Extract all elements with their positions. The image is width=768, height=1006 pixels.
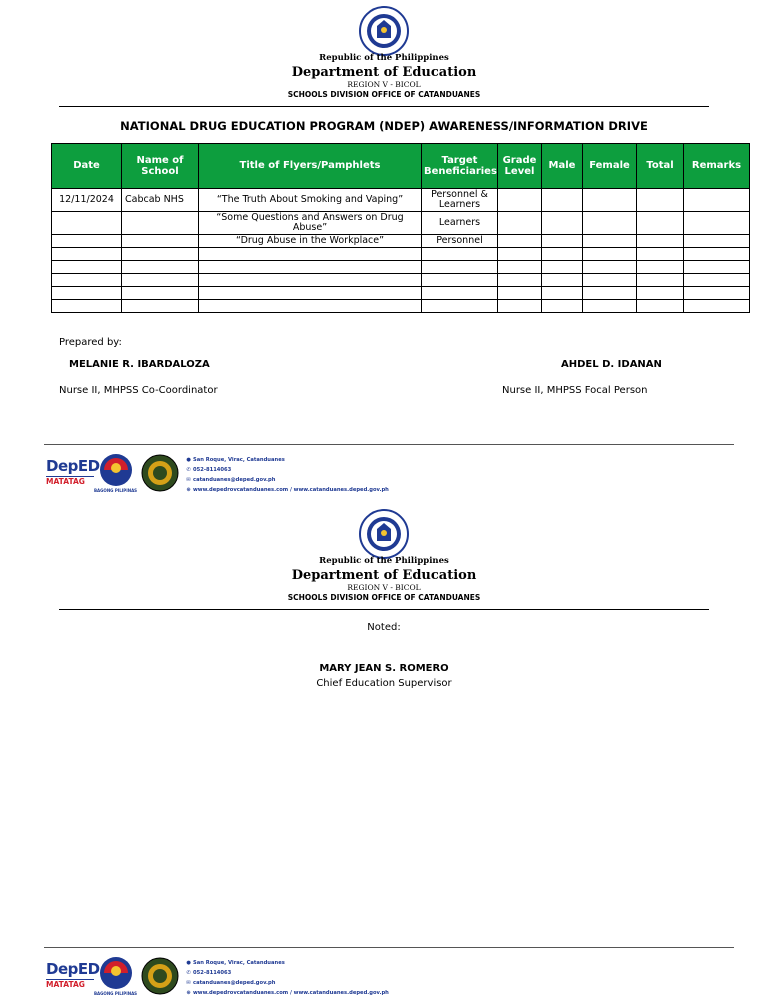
contact-info: ● San Roque, Virac, Catanduanes ✆ 052-8114063 ✉ catanduanes@deped.gov.ph ⊕ www.depedrovcatanduanes.com / www.catanduanes.deped.gov.ph: [184, 958, 389, 998]
footer: [44, 952, 404, 1002]
bagong-pilipinas-text: BAGONG PILIPINAS: [94, 991, 138, 996]
web-link[interactable]: www.depedrovcatanduanes.com / www.catanduanes.deped.gov.ph: [193, 487, 389, 493]
table-row: [52, 287, 750, 300]
table-row: [52, 300, 750, 313]
preparer-right-name: AHDEL D. IDANAN: [561, 359, 662, 370]
document-title: NATIONAL DRUG EDUCATION PROGRAM (NDEP) AWARENESS/INFORMATION DRIVE: [120, 119, 648, 133]
col-header-beneficiaries: Target Beneficiaries: [422, 144, 498, 189]
footer: [44, 449, 404, 499]
ndep-table: [51, 143, 750, 313]
department-line: Department of Education: [291, 65, 477, 80]
globe-icon: ⊕: [186, 990, 191, 996]
table-row: [52, 189, 750, 212]
table-cell: [542, 235, 583, 248]
table-cell: [583, 212, 637, 235]
deped-seal-icon: [359, 509, 409, 559]
col-header-date: Date: [52, 144, 122, 189]
division-seal-icon: [141, 454, 179, 492]
bagong-pilipinas-logo-icon: [98, 955, 134, 991]
header-divider: [59, 106, 709, 107]
office-line: SCHOOLS DIVISION OFFICE OF CATANDUANES: [287, 593, 481, 602]
table-cell: Learners: [422, 212, 498, 235]
deped-seal-icon: [359, 6, 409, 56]
phone-icon: ✆: [186, 970, 191, 976]
table-cell: [122, 235, 199, 248]
table-cell: [583, 235, 637, 248]
table-cell: [637, 212, 684, 235]
table-cell: [52, 212, 122, 235]
table-cell: [684, 235, 750, 248]
table-row: [52, 235, 750, 248]
table-cell: [583, 189, 637, 212]
table-cell: [637, 189, 684, 212]
preparer-left-name: MELANIE R. IBARDALOZA: [69, 359, 210, 370]
table-cell: Personnel: [422, 235, 498, 248]
email-link[interactable]: catanduanes@deped.gov.ph: [193, 980, 276, 986]
bagong-pilipinas-text: BAGONG PILIPINAS: [94, 488, 138, 493]
email-icon: ✉: [186, 980, 191, 986]
col-header-total: Total: [637, 144, 684, 189]
table-header-row: [52, 144, 750, 189]
col-header-male: Male: [542, 144, 583, 189]
globe-icon: ⊕: [186, 487, 191, 493]
table-row: [52, 274, 750, 287]
preparer-left-title: Nurse II, MHPSS Co-Coordinator: [59, 385, 218, 396]
col-header-school: Name of School: [122, 144, 199, 189]
contact-info: ● San Roque, Virac, Catanduanes ✆ 052-8114063 ✉ catanduanes@deped.gov.ph ⊕ www.depedrovcatanduanes.com / www.catanduanes.deped.gov.ph: [184, 455, 389, 495]
region-line: REGION V - BICOL: [347, 80, 421, 89]
table-row: [52, 248, 750, 261]
phone-icon: ✆: [186, 467, 191, 473]
col-header-remarks: Remarks: [684, 144, 750, 189]
email-icon: ✉: [186, 477, 191, 483]
table-cell: 12/11/2024: [52, 189, 122, 212]
table-cell: Personnel & Learners: [422, 189, 498, 212]
table-cell: [498, 235, 542, 248]
table-cell: [122, 212, 199, 235]
web-link[interactable]: www.depedrovcatanduanes.com / www.catanduanes.deped.gov.ph: [193, 990, 389, 996]
location-pin-icon: ●: [186, 457, 191, 463]
footer-divider: [44, 444, 734, 445]
bagong-pilipinas-logo-icon: [98, 452, 134, 488]
table-cell: Cabcab NHS: [122, 189, 199, 212]
location-pin-icon: ●: [186, 960, 191, 966]
col-header-female: Female: [583, 144, 637, 189]
republic-line: Republic of the Philippines: [319, 53, 449, 63]
table-cell: [637, 235, 684, 248]
noted-title: Chief Education Supervisor: [316, 678, 452, 689]
table-cell: “Drug Abuse in the Workplace”: [199, 235, 422, 248]
table-row: [52, 212, 750, 235]
footer-divider: [44, 947, 734, 948]
table-cell: [684, 189, 750, 212]
noted-label: Noted:: [367, 622, 401, 633]
noted-name: MARY JEAN S. ROMERO: [319, 663, 449, 674]
email-link[interactable]: catanduanes@deped.gov.ph: [193, 477, 276, 483]
table-cell: [684, 212, 750, 235]
table-cell: [542, 212, 583, 235]
deped-matatag-logo: DepED MATATAG: [46, 457, 100, 486]
col-header-grade: Grade Level: [498, 144, 542, 189]
table-cell: “The Truth About Smoking and Vaping”: [199, 189, 422, 212]
table-cell: “Some Questions and Answers on Drug Abuse”: [199, 212, 422, 235]
division-seal-icon: [141, 957, 179, 995]
preparer-right-title: Nurse II, MHPSS Focal Person: [502, 385, 648, 396]
table-row: [52, 261, 750, 274]
table-cell: [542, 189, 583, 212]
table-cell: [498, 212, 542, 235]
deped-matatag-logo: DepED MATATAG: [46, 960, 100, 989]
department-line: Department of Education: [291, 568, 477, 583]
republic-line: Republic of the Philippines: [319, 556, 449, 566]
prepared-by-label: Prepared by:: [59, 337, 122, 348]
col-header-title: Title of Flyers/Pamphlets: [199, 144, 422, 189]
header-divider: [59, 609, 709, 610]
table-cell: [498, 189, 542, 212]
office-line: SCHOOLS DIVISION OFFICE OF CATANDUANES: [287, 90, 481, 99]
region-line: REGION V - BICOL: [347, 583, 421, 592]
table-cell: [52, 235, 122, 248]
